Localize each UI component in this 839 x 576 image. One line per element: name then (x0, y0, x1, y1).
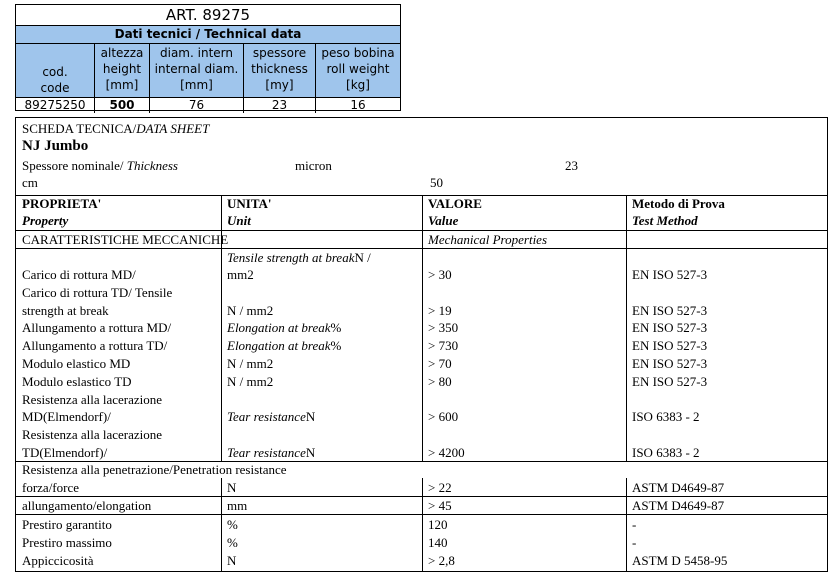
unit-label: mm2 (227, 267, 254, 282)
prop-label: Resistenza alla lacerazione (22, 427, 163, 442)
unit-label: Elongation at break% (227, 338, 342, 353)
product-name: NJ Jumbo (22, 138, 89, 154)
value-label: > 70 (428, 356, 452, 371)
header-height: altezza height [mm] (95, 44, 150, 97)
prop-label: Modulo elastico MD (22, 356, 131, 371)
method-label: EN ISO 527-3 (632, 303, 708, 318)
value-label: 120 (428, 517, 448, 532)
unit-label: % (227, 535, 238, 550)
method-label: ISO 6383 - 2 (632, 409, 700, 424)
table-header (16, 44, 400, 98)
value-label: > 730 (428, 338, 459, 353)
method-label: - (632, 535, 637, 550)
row-divider (16, 248, 827, 249)
prop-label: Prestiro garantito (22, 517, 112, 532)
prop-label: Resistenza alla lacerazione (22, 392, 163, 407)
unit-label: Tensile strength at breakN / (227, 250, 371, 265)
col-method-en: Test Method (632, 213, 698, 228)
header-thickness: spessore thickness [my] (244, 44, 316, 97)
width-value: 50 (430, 175, 443, 190)
prop-label: strength at break (22, 303, 109, 318)
col-unit-en: Unit (227, 213, 251, 228)
method-label: - (632, 517, 637, 532)
unit-label: N (227, 480, 237, 495)
unit-label: N / mm2 (227, 356, 274, 371)
cell-thickness: 23 (244, 98, 316, 113)
header-roll-weight: peso bobina roll weight [kg] (321, 46, 395, 92)
value-label: > 80 (428, 374, 452, 389)
method-label: EN ISO 527-3 (632, 320, 708, 335)
prop-label: MD(Elmendorf)/ (22, 409, 111, 424)
value-label: > 22 (428, 480, 452, 495)
unit-label: mm (227, 498, 248, 513)
col-value-it: VALORE (428, 196, 482, 211)
unit-label: N / mm2 (227, 374, 274, 389)
value-label: > 30 (428, 267, 452, 282)
method-label: EN ISO 527-3 (632, 356, 708, 371)
unit-label: Elongation at break% (227, 320, 342, 335)
col-method-it: Metodo di Prova (632, 196, 725, 211)
value-label: > 45 (428, 498, 452, 513)
prop-label: Carico di rottura TD/ Tensile (22, 285, 173, 300)
col-value-en: Value (428, 213, 459, 228)
method-label: ISO 6383 - 2 (632, 445, 700, 460)
prop-label: Carico di rottura MD/ (22, 267, 136, 282)
cell-roll-weight: 16 (350, 98, 366, 112)
thickness-value: 23 (565, 158, 578, 173)
section-penetration: Resistenza alla penetrazione/Penetration resistance (22, 462, 287, 477)
cell-height: 500 (95, 98, 150, 113)
table-row (16, 98, 400, 113)
unit-label: N (227, 553, 237, 568)
col-property-en: Property (22, 213, 69, 228)
unit-label: Tear resistanceN (227, 445, 316, 460)
value-label: > 350 (428, 320, 459, 335)
sheet-title: SCHEDA TECNICA/DATA SHEET (22, 121, 210, 136)
unit-label: % (227, 517, 238, 532)
prop-label: allungamento/elongation (22, 498, 152, 513)
prop-label: Prestiro massimo (22, 535, 112, 550)
prop-label: Allungamento a rottura TD/ (22, 338, 168, 353)
width-unit: cm (22, 175, 38, 190)
cell-code: 89275250 (16, 98, 95, 113)
value-label: > 19 (428, 303, 452, 318)
prop-label: Allungamento a rottura MD/ (22, 320, 172, 335)
article-title: ART. 89275 (16, 5, 400, 26)
method-label: EN ISO 527-3 (632, 338, 708, 353)
method-label: EN ISO 527-3 (632, 267, 708, 282)
col-property-it: PROPRIETA' (22, 196, 102, 211)
row-divider (16, 514, 827, 515)
prop-label: TD(Elmendorf)/ (22, 445, 108, 460)
method-label: EN ISO 527-3 (632, 374, 708, 389)
unit-label: N / mm2 (227, 303, 274, 318)
thickness-unit: micron (295, 158, 332, 173)
col-unit-it: UNITA' (227, 196, 272, 211)
prop-label: Appiccicosità (22, 553, 94, 568)
unit-label: Tear resistanceN (227, 409, 316, 424)
method-label: ASTM D4649-87 (632, 498, 725, 513)
header-code: cod. code (16, 44, 95, 97)
value-label: > 4200 (428, 445, 465, 460)
value-label: 140 (428, 535, 448, 550)
value-label: > 600 (428, 409, 459, 424)
sheet-header (16, 118, 827, 196)
value-label: > 2,8 (428, 553, 455, 568)
thickness-label: Spessore nominale/ Thickness (22, 158, 178, 173)
method-label: ASTM D 5458-95 (632, 553, 728, 568)
technical-data-table (15, 4, 401, 111)
data-sheet (15, 117, 828, 572)
section-mechanical-it: CARATTERISTICHE MECCANICHE (22, 232, 229, 247)
prop-label: forza/force (22, 480, 80, 495)
cell-internal-diameter: 76 (150, 98, 244, 113)
header-internal-diameter: diam. intern internal diam. [mm] (150, 44, 244, 97)
method-label: ASTM D4649-87 (632, 480, 725, 495)
prop-label: Modulo eslastico TD (22, 374, 132, 389)
technical-data-subtitle: Dati tecnici / Technical data (16, 26, 400, 44)
section-mechanical-en: Mechanical Properties (428, 232, 548, 247)
